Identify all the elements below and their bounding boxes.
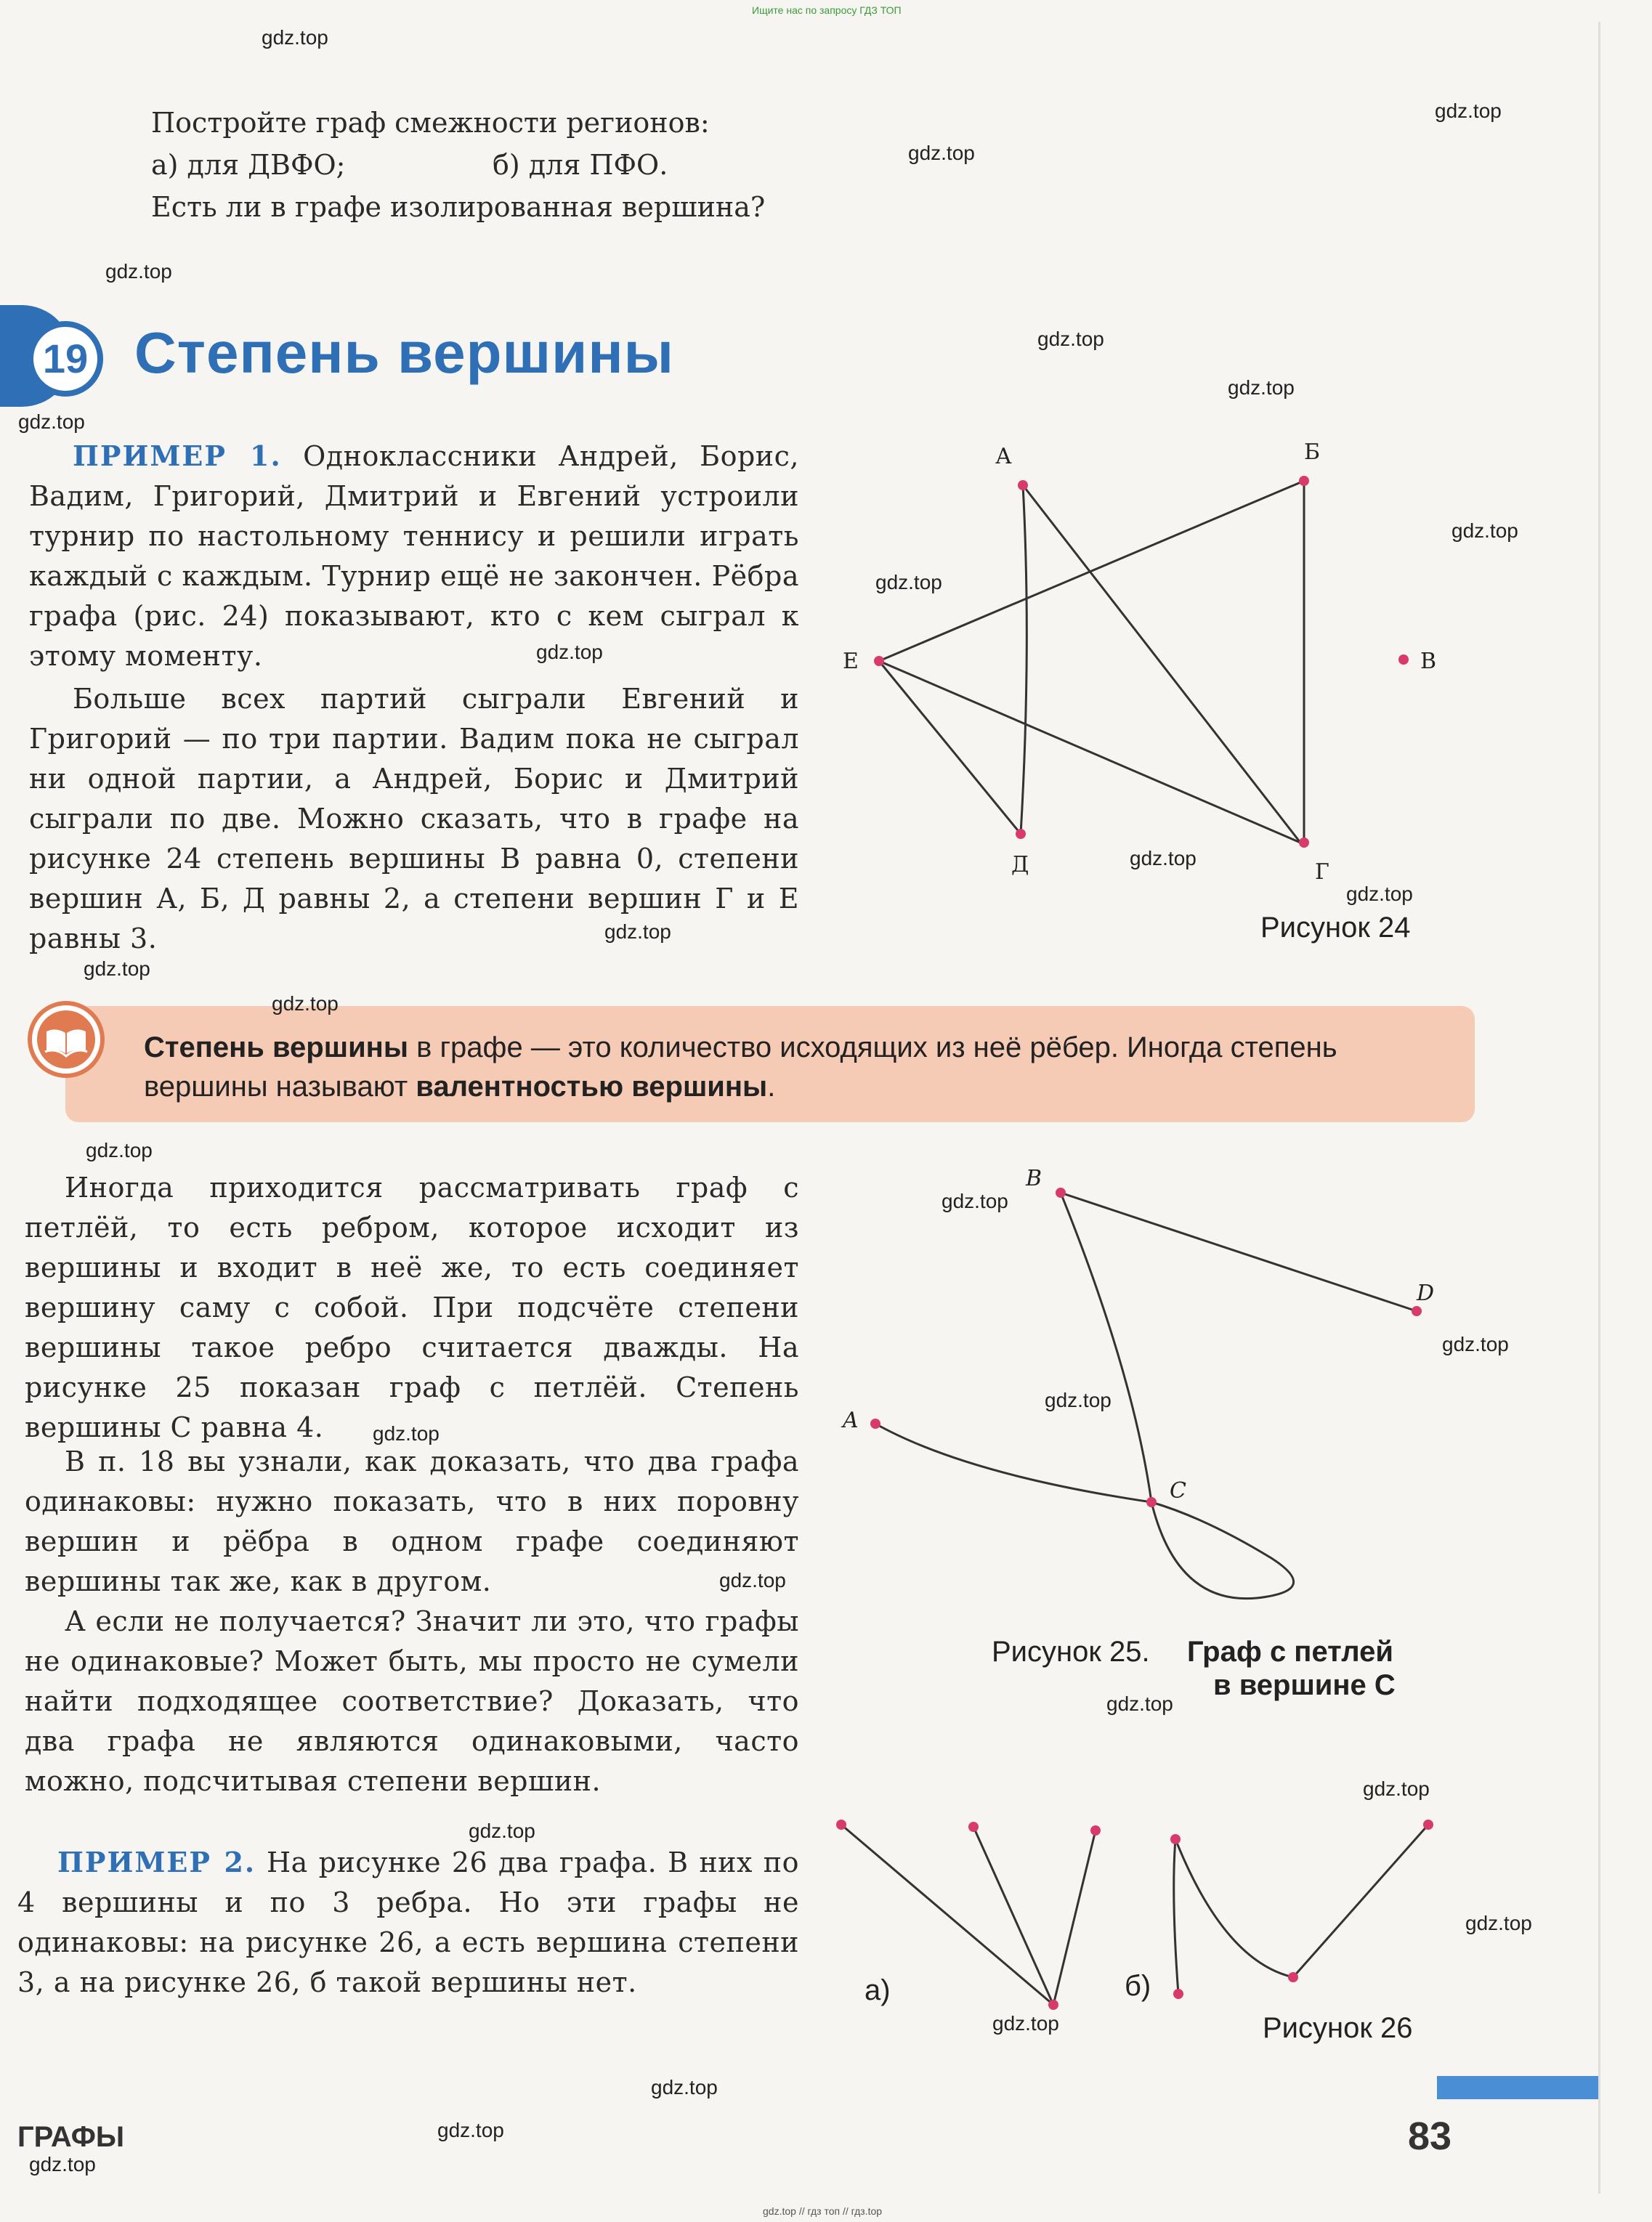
- edge-26a-2: [973, 1827, 1053, 2005]
- watermark: gdz.top: [875, 571, 942, 593]
- watermark: gdz.top: [1037, 328, 1104, 350]
- vertex-26a-2: [968, 1822, 979, 1832]
- figure-25-caption-title-1: Граф с петлей: [1187, 1636, 1393, 1668]
- vertex-g: [1299, 838, 1309, 848]
- figure-26-caption: Рисунок 26: [1263, 2012, 1413, 2044]
- page-edge: [1598, 22, 1600, 2194]
- example-1-paragraph: [29, 436, 799, 676]
- vertex-26b-4: [1423, 1820, 1433, 1830]
- task-line-2a: а) для ДВФО;: [151, 149, 346, 181]
- label-c: C: [1170, 1478, 1186, 1504]
- section-title: Степень вершины: [134, 320, 674, 385]
- edge-b-c: [1061, 1193, 1151, 1502]
- label-a: A: [843, 1408, 859, 1433]
- example-1-label: ПРИМЕР 1.: [73, 439, 282, 472]
- watermark: gdz.top: [604, 920, 671, 943]
- edge-b-e: [879, 481, 1304, 661]
- figure-26-graphs: [828, 1809, 1482, 2027]
- loop-paragraph: Иногда приходится рассматривать граф с петлёй, то есть ребром, которое исходит из вершины и входит в неё же, то есть соединяет вершину саму с собой. При подсчёте степени вершины такое ребро считается дважды. На рисунке 25 показан граф с петлёй. Степень вершины C равна 4.: [25, 1172, 799, 1443]
- vertex-b: [1299, 476, 1309, 486]
- watermark: gdz.top: [1363, 1777, 1430, 1800]
- figure-24-graph: [821, 429, 1504, 952]
- definition-text: [144, 1028, 1437, 1106]
- vertex-26a-3: [1090, 1825, 1101, 1836]
- figure-25-caption-title-2: в вершине C: [1213, 1669, 1396, 1701]
- watermark: gdz.top: [1346, 883, 1413, 905]
- figure-26-label-b: б): [1125, 1970, 1151, 2002]
- top-watermark-note: Ищите нас по запросу ГДЗ ТОП: [752, 4, 902, 16]
- task-line-3: Есть ли в графе изолированная вершина?: [151, 191, 766, 223]
- watermark: gdz.top: [992, 2012, 1059, 2035]
- label-a: А: [995, 444, 1012, 469]
- watermark: gdz.top: [437, 2119, 504, 2141]
- p18-paragraph: В п. 18 вы узнали, как доказать, что два графа одинаковы: нужно показать, что в них поровну вершин и рёбра в одном графе соединяют вершины так же, как в другом.: [25, 1445, 799, 1597]
- watermark: gdz.top: [1451, 519, 1518, 542]
- edge-a-d: [1021, 485, 1027, 834]
- vertex-a: [870, 1419, 880, 1429]
- label-v: В: [1420, 649, 1437, 674]
- watermark: gdz.top: [84, 957, 150, 980]
- watermark: gdz.top: [29, 2153, 96, 2176]
- example-2-paragraph: [17, 1842, 799, 2003]
- loop-c: [1151, 1502, 1294, 1599]
- watermark: gdz.top: [1106, 1692, 1173, 1715]
- watermark: gdz.top: [105, 260, 172, 283]
- section-number-badge: 19: [28, 321, 103, 397]
- watermark: gdz.top: [1465, 1912, 1532, 1934]
- label-d: D: [1417, 1281, 1435, 1306]
- example-2-text: На рисунке 26 два графа. В них по 4 вершины и по 3 ребра. Но эти графы не одинаковы: на рисунке 26, а есть вершина степени 3, а на рисунке 26, б такой вершины нет.: [17, 1846, 799, 1998]
- watermark: gdz.top: [272, 992, 339, 1015]
- label-b: Б: [1304, 439, 1321, 465]
- example-1-text: Одноклассники Андрей, Борис, Вадим, Григорий, Дмитрий и Евгений устроили турнир по настольному теннису и решили играть каждый с каждым. Турнир ещё не закончен. Рёбра графа (рис. 24) показывают, кто с кем сыграл к этому моменту.: [29, 440, 799, 672]
- label-g: Г: [1315, 859, 1329, 885]
- watermark: gdz.top: [719, 1569, 786, 1592]
- page-number: 83: [1408, 2114, 1452, 2158]
- edge-a-c: [875, 1424, 1151, 1502]
- vertex-d: [1016, 829, 1026, 839]
- edge-a-g: [1023, 485, 1300, 843]
- edge-26a-3: [1053, 1830, 1096, 2005]
- figure-24-caption: Рисунок 24: [1260, 912, 1411, 944]
- watermark: gdz.top: [262, 26, 328, 49]
- figure-26-label-a: а): [865, 1974, 891, 2006]
- watermark: gdz.top: [908, 142, 975, 164]
- watermark: gdz.top: [1228, 376, 1295, 399]
- footer-bar: [1437, 2076, 1598, 2099]
- edge-b-d: [1061, 1193, 1417, 1311]
- watermark: gdz.top: [469, 1820, 535, 1842]
- edge-e-g: [879, 661, 1300, 843]
- task-line-2b: б) для ПФО.: [493, 149, 668, 181]
- example-1-conclusion: Больше всех партий сыграли Евгений и Григорий — по три партии. Вадим пока не сыграл ни одной партии, а Андрей, Борис и Дмитрий сыграли по две. Можно сказать, что в графе на рисунке 24 степень вершины В равна 0, степени вершин А, Б, Д равны 2, а степени вершин Г и Е равны 3.: [29, 683, 799, 954]
- edge-26b-2: [1175, 1839, 1293, 1977]
- vertex-26a-1: [836, 1820, 846, 1830]
- label-e: Е: [843, 649, 859, 674]
- watermark: gdz.top: [942, 1190, 1008, 1212]
- vertex-c: [1146, 1497, 1157, 1507]
- watermark: gdz.top: [86, 1139, 153, 1161]
- watermark: gdz.top: [1435, 100, 1502, 122]
- vertex-26b-1: [1173, 1989, 1183, 1999]
- watermark: gdz.top: [536, 641, 603, 663]
- bottom-watermark-note: gdz.top // гдз топ // гдз.top: [763, 2205, 883, 2217]
- book-icon: [32, 1005, 100, 1074]
- book-icon-badge: [28, 1001, 105, 1078]
- edge-26b-3: [1293, 1825, 1428, 1977]
- vertex-26b-3: [1288, 1972, 1298, 1982]
- footer-section: ГРАФЫ: [17, 2121, 125, 2153]
- watermark: gdz.top: [373, 1422, 440, 1445]
- definition-middle: в графе — это количество исходящих из неё рёбер. Иногда степень вершины называют: [144, 1031, 1337, 1103]
- question-paragraph: А если не получается? Значит ли это, что графы не одинаковые? Может быть, мы просто не сумели найти подходящее соответствие? Доказать, что два графа не являются одинаковыми, часто можно, подсчитывая степени вершин.: [25, 1605, 799, 1797]
- figure-25-caption-num: Рисунок 25.: [992, 1636, 1150, 1668]
- task-line-1: Постройте граф смежности регионов:: [151, 107, 710, 139]
- example-2-label: ПРИМЕР 2.: [57, 1846, 256, 1878]
- figure-25-graph: [843, 1155, 1511, 1634]
- definition-term-1: Степень вершины: [144, 1031, 408, 1063]
- watermark: gdz.top: [1045, 1389, 1112, 1411]
- vertex-e: [874, 656, 884, 666]
- vertex-26a-4: [1048, 2000, 1058, 2010]
- vertex-26b-2: [1170, 1834, 1181, 1844]
- definition-term-2: валентностью вершины: [416, 1071, 768, 1103]
- watermark: gdz.top: [651, 2076, 718, 2099]
- definition-end: .: [767, 1071, 776, 1103]
- edge-e-d: [879, 661, 1021, 834]
- vertex-d: [1412, 1306, 1422, 1316]
- watermark: gdz.top: [1442, 1333, 1509, 1355]
- watermark: gdz.top: [1130, 847, 1197, 869]
- watermark: gdz.top: [18, 410, 85, 433]
- edge-26b-1: [1174, 1839, 1178, 1994]
- vertex-a: [1018, 480, 1028, 490]
- label-d: Д: [1011, 852, 1029, 877]
- label-b: B: [1026, 1166, 1042, 1191]
- vertex-v: [1398, 654, 1409, 665]
- vertex-b: [1056, 1188, 1066, 1198]
